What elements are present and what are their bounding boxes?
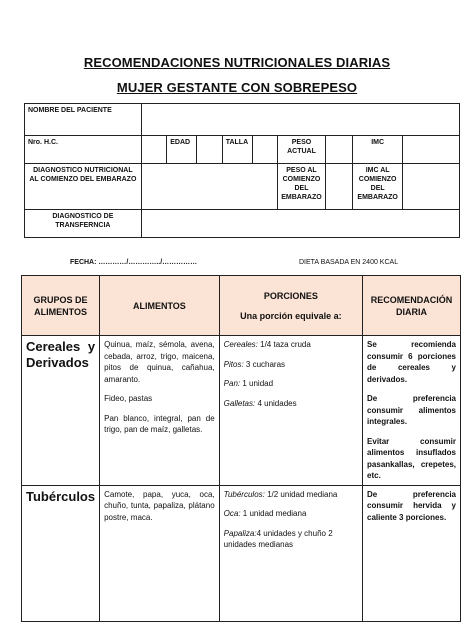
header-grupos: GRUPOS DE ALIMENTOS — [22, 276, 100, 336]
nutrition-table — [21, 275, 461, 622]
age-label: EDAD — [167, 136, 197, 164]
hc-number-field[interactable] — [141, 136, 167, 164]
transfer-diagnosis-field[interactable] — [141, 210, 459, 238]
portion-value: 1 unidad mediana — [240, 509, 307, 518]
initial-diagnosis-label: DIAGNOSTICO NUTRICIONAL AL COMIENZO DEL EMBARAZO — [25, 164, 142, 210]
header-recomendacion: RECOMENDACIÓN DIARIA — [363, 276, 461, 336]
portion-name: Galletas: — [223, 398, 256, 408]
date-label[interactable]: FECHA: …………/…………../…………… — [70, 259, 198, 266]
diet-basis: DIETA BASADA EN 2400 KCAL — [299, 259, 399, 266]
title-line-1: RECOMENDACIONES NUTRICIONALES DIARIAS — [83, 55, 391, 70]
foods-text: Quinua, maíz, sémola, avena, cebada, arroz, trigo, maicena, pitos de quinua, cañahua, amaranto. — [104, 340, 215, 384]
portion-name: Papaliza: — [223, 528, 257, 538]
foods-text: Fideo, pastas — [104, 394, 153, 403]
patient-info-table — [24, 103, 460, 238]
current-weight-field[interactable] — [325, 136, 353, 164]
portions-cell — [219, 336, 362, 486]
initial-diagnosis-field[interactable] — [141, 164, 278, 210]
recommendation-text: Evitar consumir alimentos insuflados pasankallas, crepetes, etc. — [367, 436, 456, 480]
foods-cell — [100, 485, 220, 621]
initial-weight-label: PESO AL COMIENZO DEL EMBARAZO — [278, 164, 325, 210]
recommendation-cell — [363, 485, 461, 621]
foods-text: Pan blanco, integral, pan de trigo, pan de maíz, galletas. — [104, 413, 215, 434]
bmi-label: IMC — [353, 136, 403, 164]
portion-value: 1 unidad — [240, 379, 274, 388]
height-label: TALLA — [222, 136, 252, 164]
portion-value: 4 unidades — [255, 398, 297, 408]
header-porciones-title: PORCIONES — [263, 290, 318, 301]
portion-name: Pan: — [223, 379, 241, 388]
header-alimentos: ALIMENTOS — [100, 276, 220, 336]
foods-cell — [100, 336, 220, 486]
table-row — [22, 336, 461, 486]
portions-cell — [219, 485, 362, 621]
portion-value: 1/4 taza cruda — [257, 340, 311, 349]
age-field[interactable] — [197, 136, 223, 164]
portion-name: Tubérculos: — [223, 489, 265, 499]
header-porciones — [219, 276, 362, 336]
recommendation-text: Se recomienda consumir 6 porciones de cereales y derivados. — [367, 340, 456, 384]
hc-number-label: Nro. H.C. — [25, 136, 142, 164]
current-weight-label: PESO ACTUAL — [278, 136, 325, 164]
group-name: Cereales y Derivados — [22, 336, 100, 486]
bmi-field[interactable] — [403, 136, 460, 164]
patient-name-field[interactable] — [141, 104, 459, 136]
initial-weight-field[interactable] — [325, 164, 353, 210]
foods-text: Camote, papa, yuca, oca, chuño, tunta, papaliza, plátano postre, maca. — [104, 489, 215, 522]
group-name: Tubérculos — [22, 485, 100, 621]
portion-name: Cereales: — [223, 340, 258, 349]
header-porciones-subtitle: Una porción equivale a: — [240, 310, 342, 321]
initial-bmi-label: IMC AL COMIENZO DEL EMBARAZO — [353, 164, 403, 210]
portion-name: Oca: — [223, 509, 241, 518]
recommendation-text: De preferencia consumir hervida y caliente 3 porciones. — [367, 489, 456, 522]
table-row — [22, 485, 461, 621]
patient-name-label: NOMBRE DEL PACIENTE — [25, 104, 142, 136]
recommendation-cell — [363, 336, 461, 486]
transfer-diagnosis-label: DIAGNOSTICO DE TRANSFERNCIA — [25, 210, 142, 238]
initial-bmi-field[interactable] — [403, 164, 460, 210]
portion-value: 1/2 unidad mediana — [264, 489, 338, 499]
portion-value: 3 cucharas — [243, 359, 286, 369]
portion-name: Pitos: — [223, 359, 244, 369]
recommendation-text: De preferencia consumir alimentos integrales. — [367, 394, 456, 426]
portion-value: 4 unidades y chuño 2 unidades medianas — [223, 528, 333, 549]
height-field[interactable] — [252, 136, 278, 164]
title-line-2: MUJER GESTANTE CON SOBREPESO — [116, 80, 358, 95]
